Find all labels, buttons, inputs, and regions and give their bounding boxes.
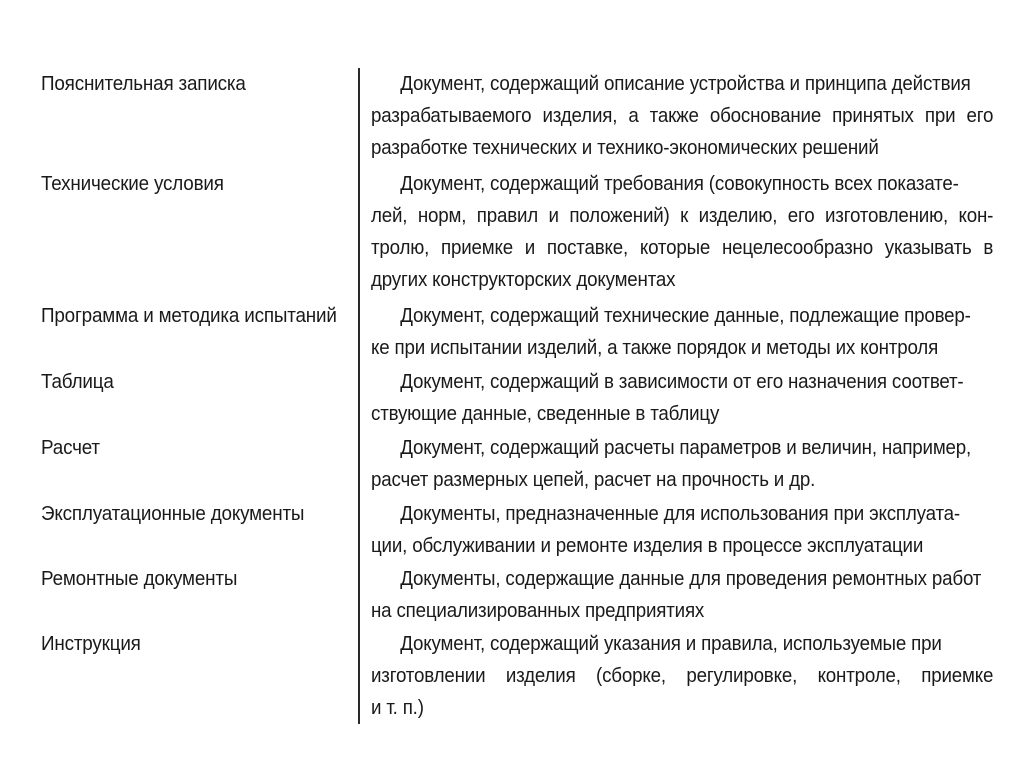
definition-line: Документ, содержащий описание устройства и принципа действия [400, 72, 971, 95]
definition-line: расчет размерных цепей, расчет на прочность и др. [371, 468, 816, 491]
definition-repair-documents [371, 563, 993, 627]
definition-line: на специализированных предприятиях [371, 599, 705, 622]
term-repair-documents: Ремонтные документы [41, 567, 238, 590]
definition-table [371, 366, 993, 430]
term-calculation: Расчет [41, 436, 100, 459]
definition-line: изготовлении изделия (сборке, регулировке, контроле, приемке [371, 664, 994, 687]
definition-line: Документ, содержащий расчеты параметров и величин, например, [400, 436, 972, 459]
definition-line: ствующие данные, сведенные в таблицу [371, 402, 720, 425]
term-explanatory-note: Пояснительная записка [41, 72, 246, 95]
definition-line: разработке технических и технико-экономических решений [371, 136, 879, 159]
definition-test-program [371, 300, 993, 364]
definition-line: ции, обслуживании и ремонте изделия в процессе эксплуатации [371, 534, 924, 557]
term-operational-documents: Эксплуатационные документы [41, 502, 305, 525]
definition-technical-conditions [371, 168, 993, 296]
definition-instruction [371, 628, 993, 724]
definition-line: разрабатываемого изделия, а также обоснование принятых при его [371, 104, 994, 127]
term-technical-conditions: Технические условия [41, 172, 224, 195]
definition-line: лей, норм, правил и положений) к изделию, его изготовлению, кон- [371, 204, 994, 227]
definition-line: тролю, приемке и поставке, которые нецелесообразно указывать в [371, 236, 994, 259]
definition-line: Документы, предназначенные для использования при эксплуата- [400, 502, 960, 525]
term-table: Таблица [41, 370, 114, 393]
definition-line: Документ, содержащий в зависимости от его назначения соответ- [400, 370, 964, 393]
definition-line: ке при испытании изделий, а также порядок и методы их контроля [371, 336, 939, 359]
definition-line: других конструкторских документах [371, 268, 676, 291]
definition-calculation [371, 432, 993, 496]
definition-line: Документ, содержащий технические данные, подлежащие провер- [400, 304, 971, 327]
definition-line: и т. п.) [371, 696, 424, 719]
definition-explanatory-note [371, 68, 993, 164]
column-divider [358, 68, 360, 724]
definition-operational-documents [371, 498, 993, 562]
definition-line: Документы, содержащие данные для проведения ремонтных работ [400, 567, 982, 590]
definition-line: Документ, содержащий требования (совокупность всех показате- [400, 172, 959, 195]
term-test-program: Программа и методика испытаний [41, 304, 337, 327]
definition-line: Документ, содержащий указания и правила, используемые при [400, 632, 942, 655]
term-instruction: Инструкция [41, 632, 141, 655]
